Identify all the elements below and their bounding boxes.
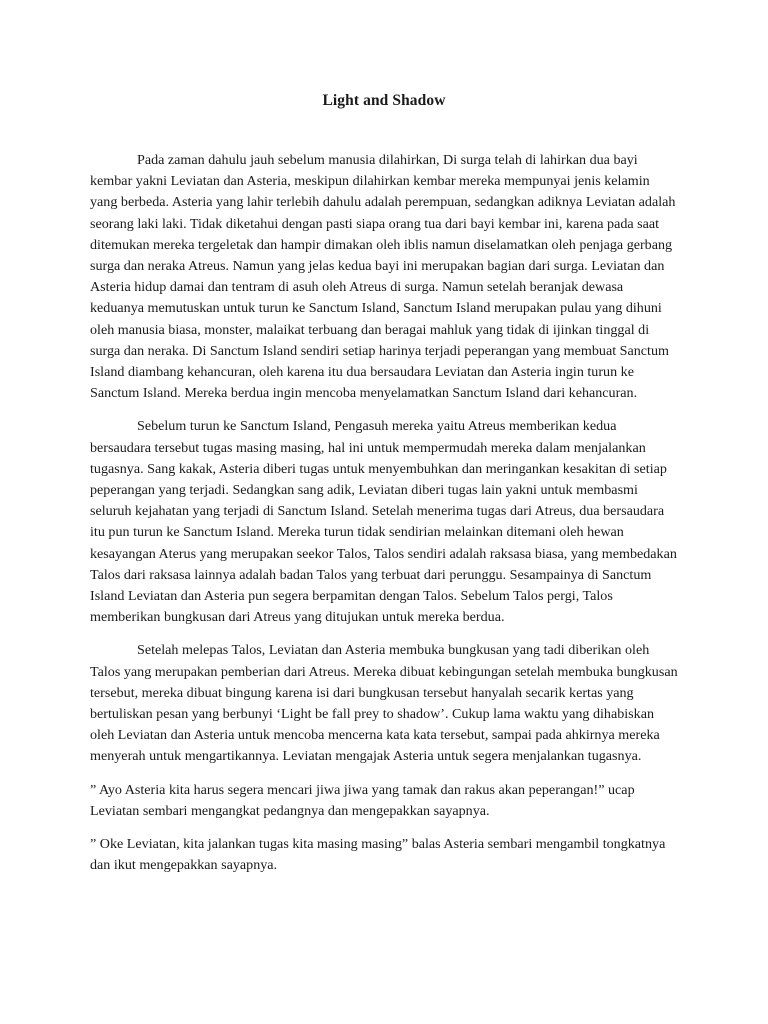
dialogue-leviatan: ” Ayo Asteria kita harus segera mencari jiwa jiwa yang tamak dan rakus akan peperangan!” ucap Leviatan sembari mengangkat pedangnya dan mengepakkan sayapnya. <box>90 781 635 819</box>
paragraph-2: Sebelum turun ke Sanctum Island, Pengasuh mereka yaitu Atreus memberikan kedua bersaudara tersebut tugas masing masing, hal ini untuk mempermudah mereka dalam menjalankan tugasnya. Sang kakak, Asteria diberi tugas untuk menyembuhkan dan meringankan kesakitan di setiap peperangan yang terjadi. Sedangkan sang adik, Leviatan diberi tugas lain yakni untuk membasmi seluruh kejahatan yang terjadi di Sanctum Island. Setelah menerima tugas dari Atreus, dua bersaudara itu pun turun ke Sanctum Island. Mereka turun tidak sendirian melainkan ditemani oleh hewan kesayangan Aterus yang merupakan seekor Talos, Talos sendiri adalah raksasa biasa, yang membedakan Talos dari raksasa lainnya adalah badan Talos yang terbuat dari perunggu. Sesampainya di Sanctum Island Leviatan dan Asteria pun segera berpamitan dengan Talos. Sebelum Talos pergi, Talos memberikan bungkusan dari Atreus yang ditujukan untuk mereka berdua. <box>90 418 677 626</box>
document-title: Light and Shadow <box>322 92 446 109</box>
paragraph-3: Setelah melepas Talos, Leviatan dan Asteria membuka bungkusan yang tadi diberikan oleh Talos yang merupakan pemberian dari Atreus. Mereka dibuat kebingungan setelah membuka bungkusan tersebut, mereka dibuat bingung karena isi dari bungkusan tersebut hanyalah secarik kertas yang bertuliskan pesan yang berbunyi ‘Light be fall prey to shadow’. Cukup lama waktu yang dihabiskan oleh Leviatan dan Asteria untuk mencoba mencerna kata kata tersebut, sampai pada ahkirnya mereka menyerah untuk mengartikannya. Leviatan mengajak Asteria untuk segera menjalankan tugasnya. <box>90 642 678 765</box>
paragraph-1: Pada zaman dahulu jauh sebelum manusia dilahirkan, Di surga telah di lahirkan dua bayi kembar yakni Leviatan dan Asteria, meskipun dilahirkan kembar mereka mempunyai jenis kelamin yang berbeda. Asteria yang lahir terlebih dahulu adalah perempuan, sedangkan adiknya Leviatan adalah seorang laki laki. Tidak diketahui dengan pasti siapa orang tua dari bayi kembar ini, karena pada saat ditemukan mereka tergeletak dan hampir dimakan oleh iblis namun diselamatkan oleh penjaga gerbang surga dan neraka Atreus. Namun yang jelas kedua bayi ini merupakan bagian dari surga. Leviatan dan Asteria hidup damai dan tentram di asuh oleh Atreus di surga. Namun setelah beranjak dewasa keduanya memutuskan untuk turun ke Sanctum Island, Sanctum Island merupakan pulau yang dihuni oleh manusia biasa, monster, malaikat terbuang dan beragai mahluk yang tidak di ijinkan tinggal di surga dan neraka. Di Sanctum Island sendiri setiap harinya terjadi peperangan yang membuat Sanctum Island diambang kehancuran, oleh karena itu dua bersaudara Leviatan dan Asteria ingin turun ke Sanctum Island. Mereka berdua ingin mencoba menyelamatkan Sanctum Island dari kehancuran. <box>90 152 676 402</box>
dialogue-asteria: ” Oke Leviatan, kita jalankan tugas kita masing masing” balas Asteria sembari mengambil tongkatnya dan ikut mengepakkan sayapnya. <box>90 836 666 874</box>
